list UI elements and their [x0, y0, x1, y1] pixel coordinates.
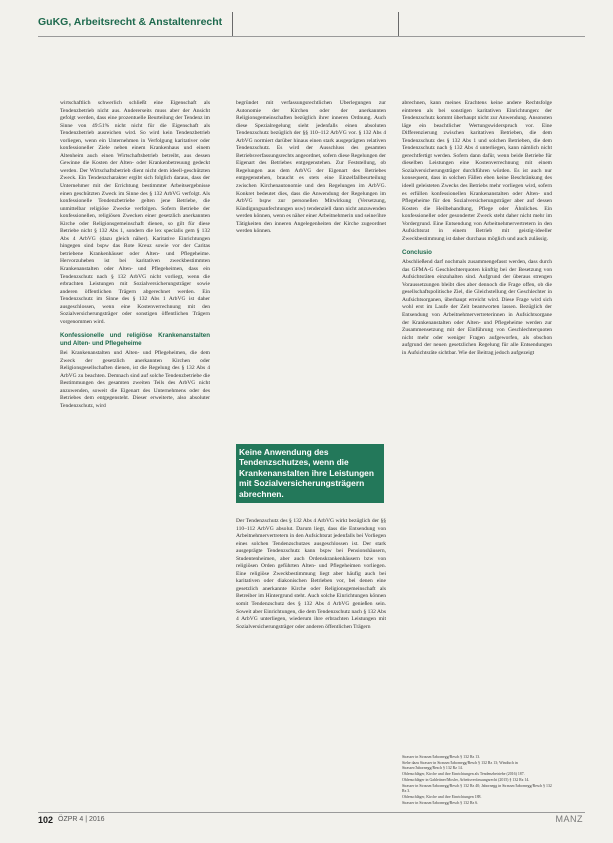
page-number: 102 — [38, 815, 54, 825]
journal-issue: ÖZPR 4 | 2016 — [58, 816, 105, 823]
column-right — [402, 100, 552, 750]
running-header: GuKG, Arbeitsrecht & Anstaltenrecht — [38, 16, 223, 28]
footnote: Strasser in Strasser/Jabornegg/Resch § 132 Rz 40; Jabornegg in Strasser/Jabornegg/Resch § 132 Rz 3. — [402, 784, 552, 794]
paragraph: begründet mit verfassungsrechtlichen Überlegungen zur Autonomie der Kirchen oder der anerkannten Religionsgemeinschaften bezüglich ihrer inneren Ordnung. Auch diese Spezialregelung sieht jedenfalls einen absoluten Tendenzschutz bezüglich der §§ 110–112 ArbVG vor. § 132 Abs 4 ArbVG normiert darüber hinaus einen stark ausgeprägten relativen Tendenzschutz. Es wird der Ausschluss des gesamten Betriebsverfassungsrechts angeordnet, sofern diese Regelungen der Eigenart des Betriebes entgegenstehen. Zur Feststellung, ob Regelungen aus dem ArbVG der Eigenart des Betriebes entgegenstehen, braucht es stets eine Einzelfallbeurteilung zwischen Kirchenautonomie und den Regelungen im ArbVG. Konkret bedeutet dies, dass die Anwendung der Regelungen im ArbVG bspw zur personellen Mitwirkung (Versetzung, Kündigungsanfechtungen usw) tendenziell dann nicht anzuwenden werden können, wenn es näher einer Arbeitnehmerin und seine/ihre Tätigkeiten den inneren Angelegenheiten der Kirche zugeordnet werden können. — [236, 100, 386, 235]
section-heading: Conclusio — [402, 249, 432, 257]
column-middle-bottom — [236, 518, 386, 810]
footnote: Ohlenschläger, Kirche und ihre Einrichtungen als Tendenzbetriebe (2016) 187. — [402, 772, 525, 777]
pull-quote: Keine Anwendung des Tendenzschutzes, wenn die Krankenanstalten ihre Leistungen mit Sozialversicherungsträgern abrechnen. — [236, 444, 384, 503]
footnote: Strasser in Strasser/Jabornegg/Resch § 132 Rz 6. — [402, 801, 479, 805]
footer-rule — [38, 812, 585, 813]
header-divider — [398, 12, 399, 36]
paragraph: Abschließend darf nochmals zusammengefasst werden, dass durch das GFMA-G Geschlechterquoten künftig bei der Besetzung von Aufsichtsräten einzuhalten sind. Aufgrund der überaus strengen Voraussetzungen bleibt dies aber dennoch die Frage offen, ob die gesellschaftspolitische Ziel, die Gleichstellung der Geschlechter in Aufsichtsorganen, überhaupt erreicht wird. Diese Frage wird sich wohl erst im Laufe der Zeit beantworten lassen. Bezüglich der Entsendung von Arbeitnehmervertreterinnen in Aufsichtsorgane der Krankenanstalten oder Alten- und Pflegeheime werden zur Zusammensetzung mit der Einführung von Geschlechterquoten nicht mehr oder weniger Fragen aufgeworfen, als obschon aufgrund der neuen gesetzlichen Regelung für alle Entsendungen in Aufsichtsräte sichtbar. Wie der Beitrag jedoch aufgezeigt — [402, 259, 552, 356]
footnote: Ohlenschläger in Gahleitner/Mosler, Arbeitsverfassungsrecht (2015) § 132 Rz 14. — [402, 778, 530, 783]
column-left — [60, 100, 210, 820]
header-divider — [232, 12, 233, 36]
paragraph: wirtschaftlich schwerlich schließt eine Eigenschaft als Tendenzbetrieb nicht aus. Andererseits muss aber der Ansicht gefolgt werden, dass eine prozentuelle Beurteilung der Tendenz im Sinne von 49:51% nicht nicht für die Eigenschaft als Tendenzbetrieb ausreichen wird. So wird kein Tendenzbetrieb vorliegen, wenn ein Unternehmen in Verfolgung karitativer oder konfessioneller Ziele neben einem Krankenhaus und einem Altenheim auch einen Wirtschaftsbetrieb betreibt, aus dessen Gewinne die Kosten der Alten- oder Krankenbetreuung gedeckt werden. Der Wirtschaftsbetrieb dient nicht dem ideell-geschützten Zweck. Ein Tendenzcharakter ergibt sich folglich daraus, dass der Unternehmer mit der Errichtung bestimmter Arbeitsergebnisse einen geschützten Zweck im Sinne des § 132 ArbVG verfolgt. Als konfessionelle Tendenzbetriebe gelten jene Betriebe, die unmittelbar religiöse Zwecke verfolgen. Sofern Betriebe der konfessionellen, religiösen Zwecken einer gesetzlich anerkannten Kirche oder Religionsgemeinschaft dienen, so gilt für diese Betriebe nicht § 132 Abs 1, sondern die lex specialis gem § 132 Abs 4 ArbVG (dazu gleich näher). Karitative Einrichtungen hingegen sind bspw das Rote Kreuz sowie vor der Caritas betriebene Krankenhäuser oder Alten- und Pflegeheime. Hervorzuheben ist bei karitativen zweckbestimmten Krankenanstalten oder Alten- und Pflegeheimen, dass ein Tendenzschutz nach § 132 ArbVG nicht vorliegt, wenn die erbrachten Leistungen mit Sozialversicherungsträger sowie anderen öffentlichen Trägern abgerechnet werden. Ein Tendenzschutz im Sinne des § 132 Abs 1 ArbVG ist daher ausgeschlossen, wenn eine Kostenverrechnung mit den Sozialversicherungsträger oder sonstigen öffentlichen Trägern vorgenommen wird. — [60, 100, 210, 325]
publisher-logo: MANZ — [555, 814, 583, 824]
footnotes — [402, 755, 552, 805]
paragraph: Bei Krankenanstalten und Alten- und Pflegeheimen, die dem Zweck der gesetzlich anerkannten Kirchen oder Religionsgesellschaften dienen, ist die Regelung des § 132 Abs 4 ArbVG zu beachten. Demnach sind auf solche Tendenzbetriebe die Bestimmungen des gesamten zweiten Teils des ArbVG nicht anzuwenden, soweit die Eigenart des Unternehmens oder des Betriebes dem entgegensteht. Dieser erweiterte, also absoluter Tendenzschutz, wird — [60, 350, 210, 409]
column-middle-top — [236, 100, 386, 432]
header-rule — [38, 36, 585, 37]
footnote: Strasser in Strasser/Jabornegg/Resch § 132 Rz 13. — [402, 755, 481, 759]
paragraph: Der Tendenzschutz des § 132 Abs 4 ArbVG wirkt bezüglich der §§ 110–112 ArbVG absolut. Darum liegt, dass die Entsendung von Arbeitnehmervertretern in den Aufsichtsrat jedenfalls bei Vorliegen eines solchen Tendenzschutzes ausgeschlossen ist. Der stark ausgeprägte Tendenzschutz kann bspw bei Pensionshäusern, Studentenheimen, aber auch Ordenskrankenhäusern bzw von religiösen Orden geführten Alten- und Pflegeheimen vorliegen. Eine religiöse Zweckbestimmung liegt aber häufig auch bei karitativen oder diakonischen Betrieben vor, bei denen eine gesetzlich anerkannte Kirche oder Religionsgemeinschaft als Betreiber im Hintergrund steht. Auch solche Einrichtungen können somit Tendenzschutz des § 132 Abs 4 ArbVG genießen sein. Soweit aber Einrichtungen, die dem Tendenzschutz nach § 132 Abs 4 ArbVG unterliegen, wiederum ihre erbrachten Leistungen mit Sozialversicherungsträger oder anderen öffentlichen Trägern — [236, 518, 386, 630]
section-heading: Konfessionelle und religiöse Krankenanstalten und Alten- und Pflegeheime — [60, 332, 210, 348]
paragraph: abrechnen, kann meines Erachtens keine andere Rechtsfolge eintreten als bei sonstigen karitativen Einrichtungen: der Tendenzschutz kommt überhaupt nicht zur Anwendung. Ansonsten läge ein beachtlicher Wertungswiderspruch vor. Eine Differenzierung zwischen karitativen Betrieben, die dem Tendenzschutz des § 132 Abs 1 und solchen Betrieben, die dem Tendenzschutz nach § 132 Abs 4 unterliegen, kann nämlich nicht gerechtfertigt werden. Sofern dann dafür, wenn beide Betriebe für dieselben Leistungen eine Kostenverrechnung mit einem Sozialversicherungsträger durchführen würden. Es ist auch nur konsequent, dass in solchen Fällen eben keine Beschränkung des ideell geleisteten Zwecks des Betriebs mehr vorliegen wird, sofern es erfüllen konfessionellen Krankenanstalten oder Alten- und Pflegeheime für den Sozialversicherungsträger aber auf dessen Kosten die Heilbehandlung, Pflege oder Ähnliches. Ein konfessioneller oder gesonderter Zweck steht daher nicht mehr im Vordergrund. Eine Entsendung von Arbeitnehmervertretern in den Aufsichtsrat in einem Betrieb mit geistig-ideeller Zweckbestimmung ist daher durchaus möglich und auch zulässig. — [402, 100, 552, 242]
footnote: Ohlenschläger, Kirche und ihre Einrichtungen 188. — [402, 795, 482, 800]
footnote: Siehe dazu Strasser in Strasser/Jabornegg/Resch § 132 Rz 13; Windisch in Strasser/Jabornegg/Resch § 132 Rz 14. — [402, 760, 518, 771]
